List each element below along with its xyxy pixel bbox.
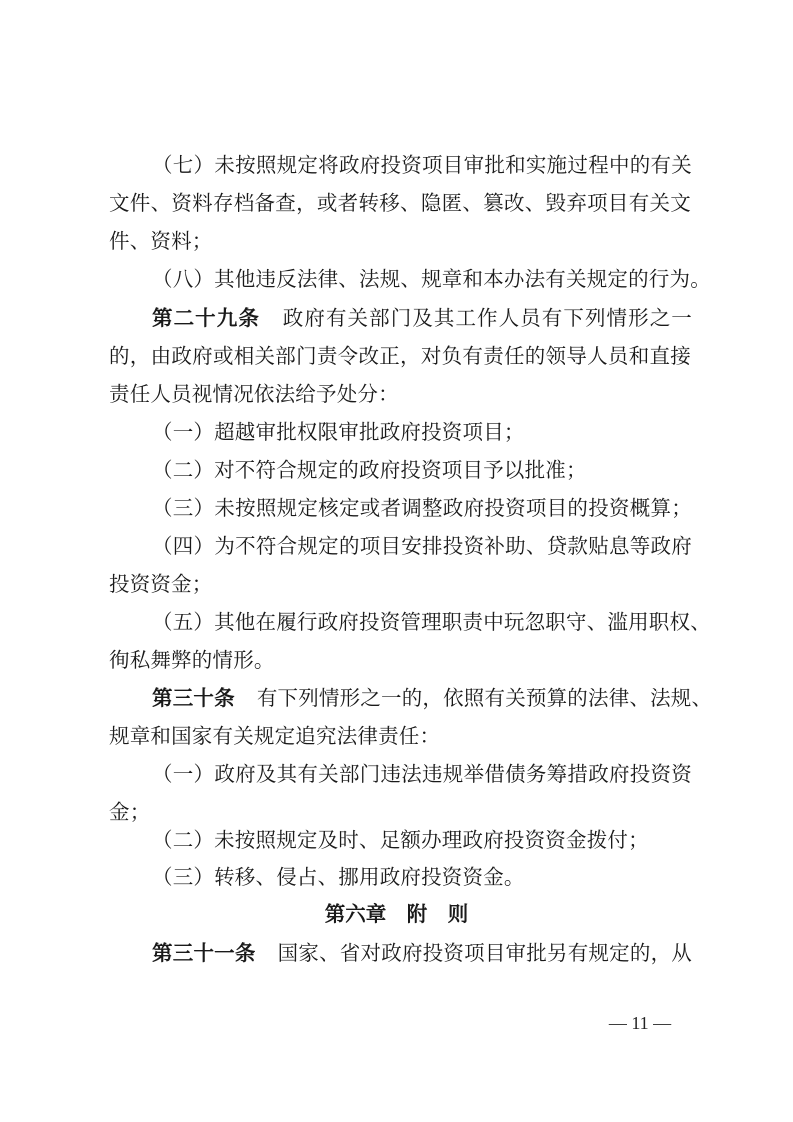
article-29-item-1: （一）超越审批权限审批政府投资项目； xyxy=(152,420,525,444)
article-29-line-1 xyxy=(152,303,692,333)
article-31-line-1 xyxy=(152,938,692,968)
article-29-item-5-line-1: （五）其他在履行政府投资管理职责中玩忽职守、滥用职权、 xyxy=(152,610,711,634)
article-29-item-5-line-2: 徇私舞弊的情形。 xyxy=(109,648,275,672)
page-number: — 11 — xyxy=(608,1013,672,1033)
article-29-item-4-line-2: 投资资金； xyxy=(109,572,213,596)
item-7-line-2: 文件、资料存档备查，或者转移、隐匿、篡改、毁弃项目有关文 xyxy=(109,191,691,215)
article-29-item-4-line-1: （四）为不符合规定的项目安排投资补助、贷款贴息等政府 xyxy=(152,534,692,558)
article-29-heading: 第二十九条 xyxy=(152,306,260,330)
item-7-line-1: （七）未按照规定将政府投资项目审批和实施过程中的有关 xyxy=(152,153,692,177)
article-30-item-1-line-2: 金； xyxy=(109,800,151,824)
article-29-line-2: 的，由政府或相关部门责令改正，对负有责任的领导人员和直接 xyxy=(109,344,691,368)
article-30-heading: 第三十条 xyxy=(152,686,235,710)
article-30-item-1-line-1: （一）政府及其有关部门违法违规举借债务筹措政府投资资 xyxy=(152,762,692,786)
article-30-line-1 xyxy=(152,683,713,713)
article-31-heading: 第三十一条 xyxy=(152,941,256,965)
item-8-line-1: （八）其他违反法律、法规、规章和本办法有关规定的行为。 xyxy=(152,267,711,291)
article-29-item-2: （二）对不符合规定的政府投资项目予以批准； xyxy=(152,458,587,482)
article-30-item-2: （二）未按照规定及时、足额办理政府投资资金拨付； xyxy=(152,828,649,852)
article-30-item-3: （三）转移、侵占、挪用政府投资资金。 xyxy=(152,865,525,889)
article-29-line-3: 责任人员视情况依法给予处分： xyxy=(109,382,399,406)
article-30-line-2: 规章和国家有关规定追究法律责任： xyxy=(109,724,441,748)
item-7-line-3: 件、资料； xyxy=(109,229,213,253)
article-30-text-1: 有下列情形之一的，依照有关预算的法律、法规、 xyxy=(256,686,713,710)
article-31-text-1: 国家、省对政府投资项目审批另有规定的，从 xyxy=(277,941,693,965)
article-29-text-1: 政府有关部门及其工作人员有下列情形之一 xyxy=(281,306,692,330)
article-29-item-3: （三）未按照规定核定或者调整政府投资项目的投资概算； xyxy=(152,496,692,520)
chapter-6-title: 第六章 附 则 xyxy=(324,902,469,926)
